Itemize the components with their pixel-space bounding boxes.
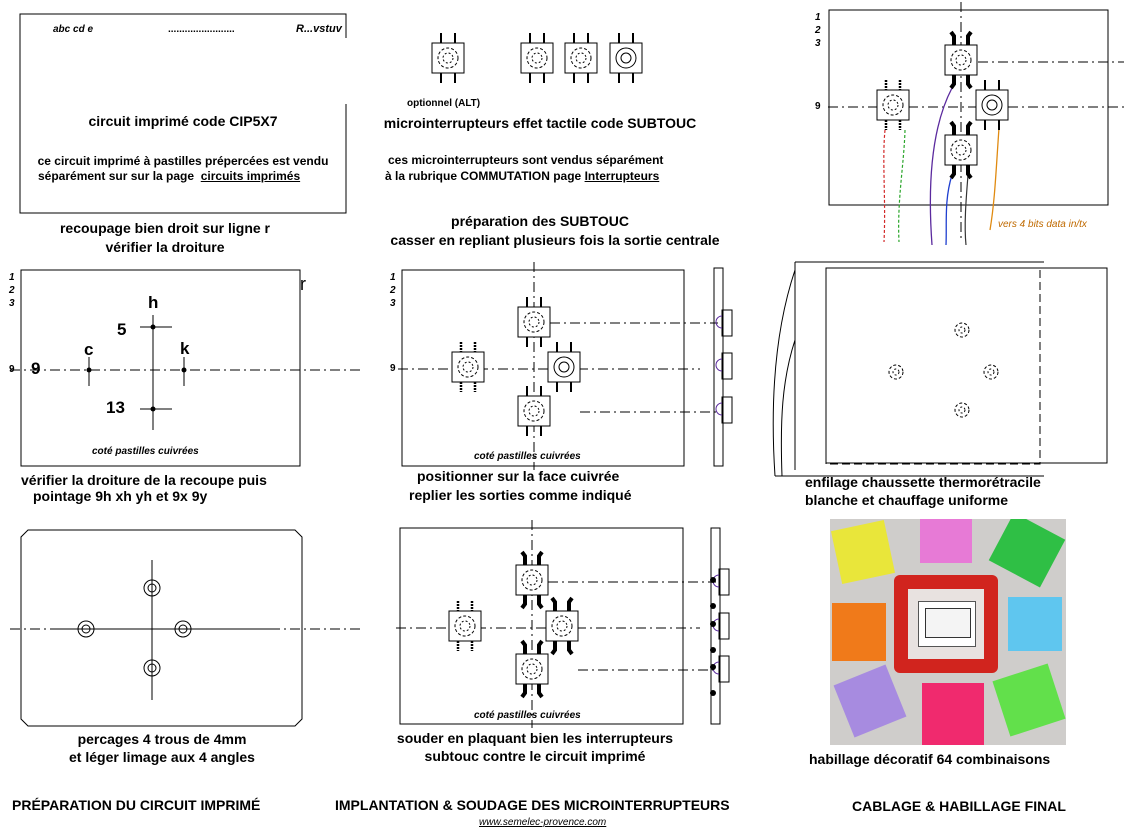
p1-line2-text: séparément sur sur la page bbox=[38, 169, 195, 183]
p4-big9: 9 bbox=[31, 359, 41, 378]
footer-section2: IMPLANTATION & SOUDAGE DES MICROINTERRUPTEURS bbox=[335, 797, 730, 813]
interrupteurs-link[interactable]: Interrupteurs bbox=[584, 169, 660, 183]
p3-wire-label: vers 4 bits data in/tx bbox=[998, 219, 1087, 230]
tile-green bbox=[989, 519, 1066, 587]
p9-caption: habillage décoratif 64 combinaisons bbox=[809, 751, 1051, 767]
p2-caption1: préparation des SUBTOUC bbox=[451, 213, 629, 229]
p2-line2 bbox=[385, 169, 659, 184]
p5-row1: 1 bbox=[390, 272, 396, 283]
p6-caption2: blanche et chauffage uniforme bbox=[805, 492, 1009, 508]
p8-caption1: souder en plaquant bien les interrupteurs bbox=[396, 730, 674, 746]
panel8-soldering bbox=[396, 520, 729, 728]
p1-header-dots: ........................ bbox=[168, 24, 235, 35]
p1-header-right: R...vstuv bbox=[296, 23, 342, 35]
p4-row1: 1 bbox=[9, 272, 15, 283]
p3-row9: 9 bbox=[815, 101, 821, 112]
website-link[interactable]: www.semelec-provence.com bbox=[479, 817, 607, 828]
tile-pink bbox=[920, 519, 972, 563]
p1-caption2: vérifier la droiture bbox=[105, 239, 225, 255]
p6-caption1: enfilage chaussette thermorétracile bbox=[805, 474, 1041, 490]
p2-alt-label: optionnel (ALT) bbox=[407, 98, 481, 109]
p5-row2: 2 bbox=[390, 285, 396, 296]
tile-lime bbox=[992, 663, 1065, 736]
p3-row1: 1 bbox=[815, 12, 821, 23]
circuits-imprimes-link[interactable]: circuits imprimés bbox=[200, 169, 301, 183]
panel2-switches bbox=[432, 33, 642, 83]
tile-violet bbox=[834, 665, 907, 738]
p5-side: coté pastilles cuivrées bbox=[474, 451, 581, 462]
p1-line2 bbox=[38, 169, 300, 184]
decorative-cover-photo bbox=[830, 519, 1066, 745]
p4-row9: 9 bbox=[9, 364, 15, 375]
p1-line1: ce circuit imprimé à pastilles prépercées est vendu bbox=[37, 154, 329, 168]
p8-caption2: subtouc contre le circuit imprimé bbox=[424, 748, 646, 764]
p5-caption2: replier les sorties comme indiqué bbox=[409, 487, 632, 503]
p5-row9: 9 bbox=[390, 363, 396, 374]
p4-five: 5 bbox=[117, 320, 127, 339]
p7-caption2: et léger limage aux 4 angles bbox=[69, 749, 255, 765]
p4-row3: 3 bbox=[9, 298, 15, 309]
footer-section3: CABLAGE & HABILLAGE FINAL bbox=[852, 798, 1066, 814]
p4-r-label: r bbox=[300, 274, 306, 294]
p5-row3: 3 bbox=[390, 298, 396, 309]
panel3-wiring-diagram bbox=[828, 2, 1124, 245]
p8-side: coté pastilles cuivrées bbox=[474, 710, 581, 721]
p1-caption1: recoupage bien droit sur ligne r bbox=[59, 220, 271, 236]
panel6-heat-shrink bbox=[773, 262, 1107, 476]
p2-caption2: casser en repliant plusieurs fois la sortie centrale bbox=[390, 232, 720, 248]
p4-side: coté pastilles cuivrées bbox=[92, 446, 199, 457]
tile-yellow bbox=[831, 520, 895, 584]
p3-row3: 3 bbox=[815, 38, 821, 49]
tile-orange bbox=[832, 603, 886, 661]
p4-caption2: pointage 9h xh yh et 9x 9y bbox=[33, 488, 208, 504]
p4-caption1: vérifier la droiture de la recoupe puis bbox=[21, 472, 267, 488]
footer-section1: PRÉPARATION DU CIRCUIT IMPRIMÉ bbox=[12, 797, 261, 813]
p1-title: circuit imprimé code CIP5X7 bbox=[88, 113, 278, 129]
p4-k: k bbox=[180, 339, 190, 358]
panel4-pcb-marking bbox=[10, 270, 360, 466]
p3-row2: 2 bbox=[815, 25, 821, 36]
tile-cyan bbox=[1008, 597, 1062, 651]
panel5-switch-placement bbox=[398, 262, 732, 470]
p4-h: h bbox=[148, 293, 159, 312]
p4-row2: 2 bbox=[9, 285, 15, 296]
red-frame bbox=[894, 575, 998, 673]
p1-header-left: abc cd e bbox=[53, 24, 94, 35]
p2-line1: ces microinterrupteurs sont vendus séparément bbox=[388, 153, 664, 167]
p5-caption1: positionner sur la face cuivrée bbox=[417, 468, 620, 484]
p4-thirteen: 13 bbox=[106, 398, 125, 417]
p4-c: c bbox=[84, 340, 94, 359]
p2-title: microinterrupteurs effet tactile code SUBTOUC bbox=[383, 115, 697, 131]
panel7-drilling bbox=[10, 530, 360, 726]
p2-line2-text: à la rubrique COMMUTATION page bbox=[385, 169, 582, 183]
p7-caption1: percages 4 trous de 4mm bbox=[77, 731, 247, 747]
tile-magenta bbox=[922, 683, 984, 745]
